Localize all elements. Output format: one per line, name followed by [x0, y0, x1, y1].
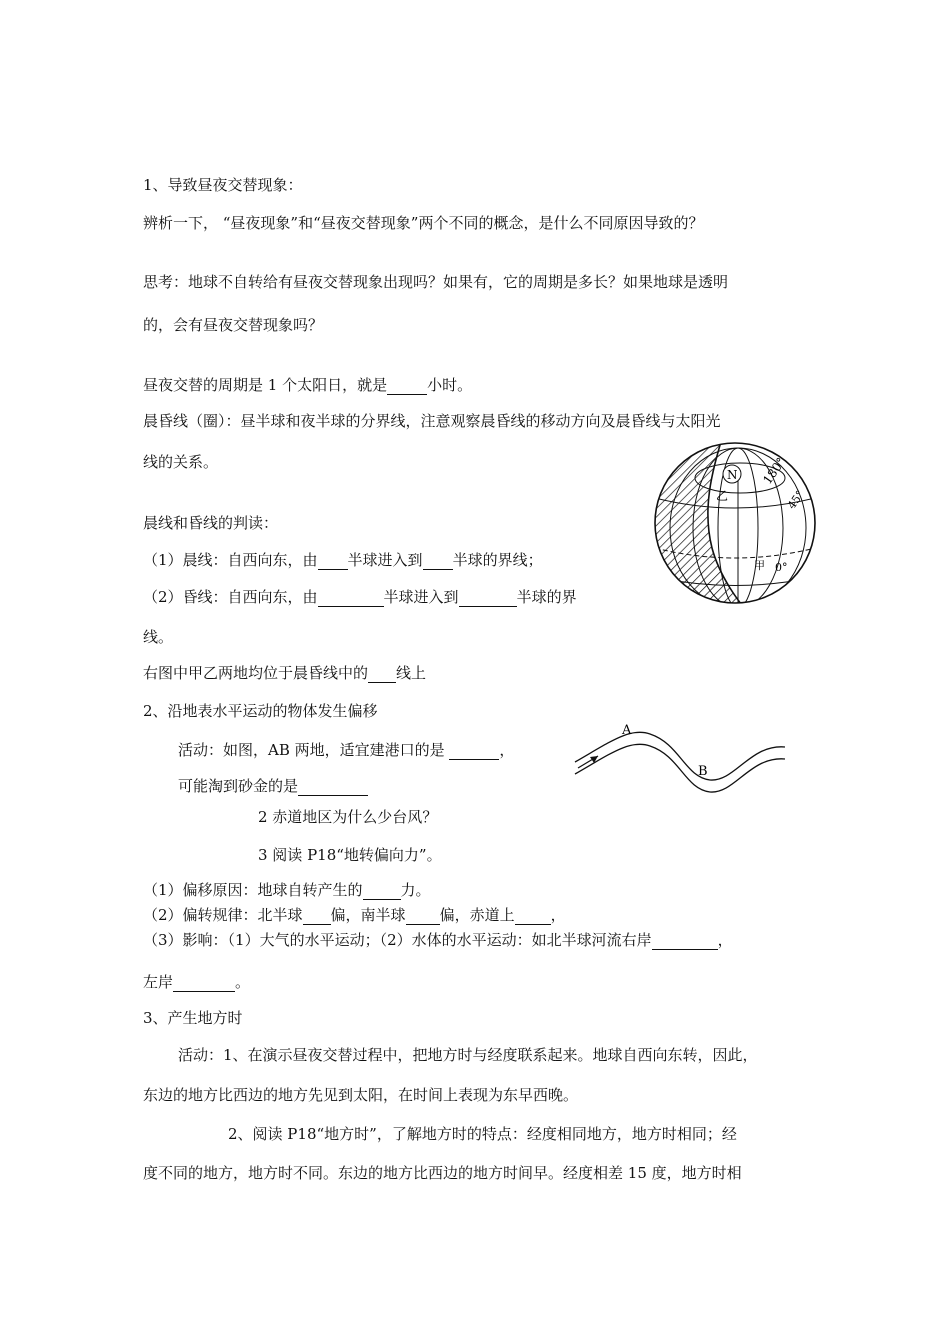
period-post: 小时。: [427, 376, 473, 394]
lon-0-label: 0°: [775, 561, 788, 574]
cause-blank[interactable]: [363, 883, 401, 900]
period-pre: 昼夜交替的周期是 1 个太阳日，就是: [143, 376, 388, 394]
deflection-cause: [143, 880, 431, 900]
discuss-question: 辨析一下， “昼夜现象”和“昼夜交替现象”两个不同的概念，是什么不同原因导致的？: [143, 214, 704, 232]
equator-blank[interactable]: [515, 908, 551, 925]
gold-blank[interactable]: [298, 779, 368, 796]
north-blank[interactable]: [303, 908, 331, 925]
gold-question: [178, 776, 368, 796]
globe-diagram: [650, 438, 820, 608]
yi-label: 乙: [716, 489, 729, 503]
effect-post: ，: [717, 931, 733, 949]
point-a-label: A: [622, 723, 632, 738]
harbor-blank[interactable]: [449, 743, 499, 760]
lon-45-label: 45°: [785, 488, 807, 512]
point-b-label: B: [698, 764, 708, 779]
dawn-mid: 半球进入到: [347, 551, 423, 569]
activity2-line2: 度不同的地方，地方时不同。东边的地方比西边的地方时间早。经度相差 15 度，地方时相: [143, 1164, 742, 1182]
figure-question: [143, 663, 426, 683]
left-bank-blank[interactable]: [173, 975, 235, 992]
figure-q-post: 线上: [396, 664, 427, 682]
left-bank-line: [143, 972, 250, 992]
south-blank[interactable]: [406, 908, 440, 925]
right-bank-blank[interactable]: [652, 933, 718, 950]
dusk-blank-1[interactable]: [318, 590, 384, 607]
dawn-blank-2[interactable]: [423, 553, 453, 570]
dawn-blank-1[interactable]: [318, 553, 348, 570]
section1-heading: 1、导致昼夜交替现象：: [143, 176, 303, 194]
rule-pre: （2）偏转规律：北半球: [143, 906, 303, 924]
activity1-line2: 东边的地方比西边的地方先见到太阳，在时间上表现为东早西晚。: [143, 1086, 579, 1104]
judge-heading: 晨线和昏线的判读：: [143, 514, 279, 532]
period-blank[interactable]: [387, 378, 427, 395]
terminator-def-line1: 晨昏线（圈）：昼半球和夜半球的分界线，注意观察晨昏线的移动方向及晨昏线与太阳光: [143, 412, 721, 430]
left-post: 。: [235, 973, 251, 991]
terminator-def-line2: 线的关系。: [143, 453, 219, 471]
section3-heading: 3、产生地方时: [143, 1009, 243, 1027]
dusk-line-question: [143, 587, 577, 607]
north-label: N: [727, 468, 738, 482]
section2-heading: 2、沿地表水平运动的物体发生偏移: [143, 702, 378, 720]
activity-post: ，: [499, 741, 515, 759]
think-question-line1: 思考：地球不自转给有昼夜交替现象出现吗？如果有，它的周期是多长？如果地球是透明: [143, 273, 729, 291]
deflection-rule: [143, 905, 566, 925]
cause-pre: （1）偏移原因：地球自转产生的: [143, 881, 363, 899]
think-question-line2: 的，会有昼夜交替现象吗？: [143, 316, 324, 334]
activity-question: [178, 740, 514, 760]
rule-mid1: 偏，南半球: [330, 906, 406, 924]
figure-q-pre: 右图中甲乙两地均位于晨昏线中的: [143, 664, 369, 682]
dawn-post: 半球的界线；: [452, 551, 543, 569]
rule-mid2: 偏，赤道上: [439, 906, 515, 924]
dawn-pre: （1）晨线：自西向东，由: [143, 551, 318, 569]
activity1-line1: 活动：1、在演示昼夜交替过程中，把地方时与经度联系起来。地球自西向东转，因此，: [178, 1046, 758, 1064]
left-pre: 左岸: [143, 973, 174, 991]
dusk-pre: （2）昏线：自西向东，由: [143, 588, 318, 606]
cause-post: 力。: [400, 881, 431, 899]
period-sentence: [143, 375, 472, 395]
gold-pre: 可能淘到砂金的是: [178, 777, 299, 795]
activity-pre: 活动：如图，AB 两地，适宜建港口的是: [178, 741, 450, 759]
dusk-post: 半球的界: [516, 588, 577, 606]
dusk-line-tail: 线。: [143, 628, 174, 646]
dusk-blank-2[interactable]: [459, 590, 517, 607]
dawn-line-question: [143, 550, 543, 570]
deflection-effect: [143, 930, 733, 950]
jia-label: 甲: [754, 559, 765, 572]
typhoon-question: 2 赤道地区为什么少台风？: [258, 808, 438, 826]
rule-post: ，: [550, 906, 566, 924]
activity2-line1: 2、阅读 P18“地方时”，了解地方时的特点：经度相同地方，地方时相同；经: [228, 1125, 737, 1143]
figure-blank[interactable]: [368, 666, 396, 683]
effect-pre: （3）影响：（1）大气的水平运动；（2）水体的水平运动：如北半球河流右岸: [143, 931, 652, 949]
dusk-mid: 半球进入到: [383, 588, 459, 606]
river-diagram: [570, 722, 790, 802]
lon-180-label: 180°: [760, 454, 789, 487]
coriolis-reading: 3 阅读 P18“地转偏向力”。: [258, 846, 442, 864]
